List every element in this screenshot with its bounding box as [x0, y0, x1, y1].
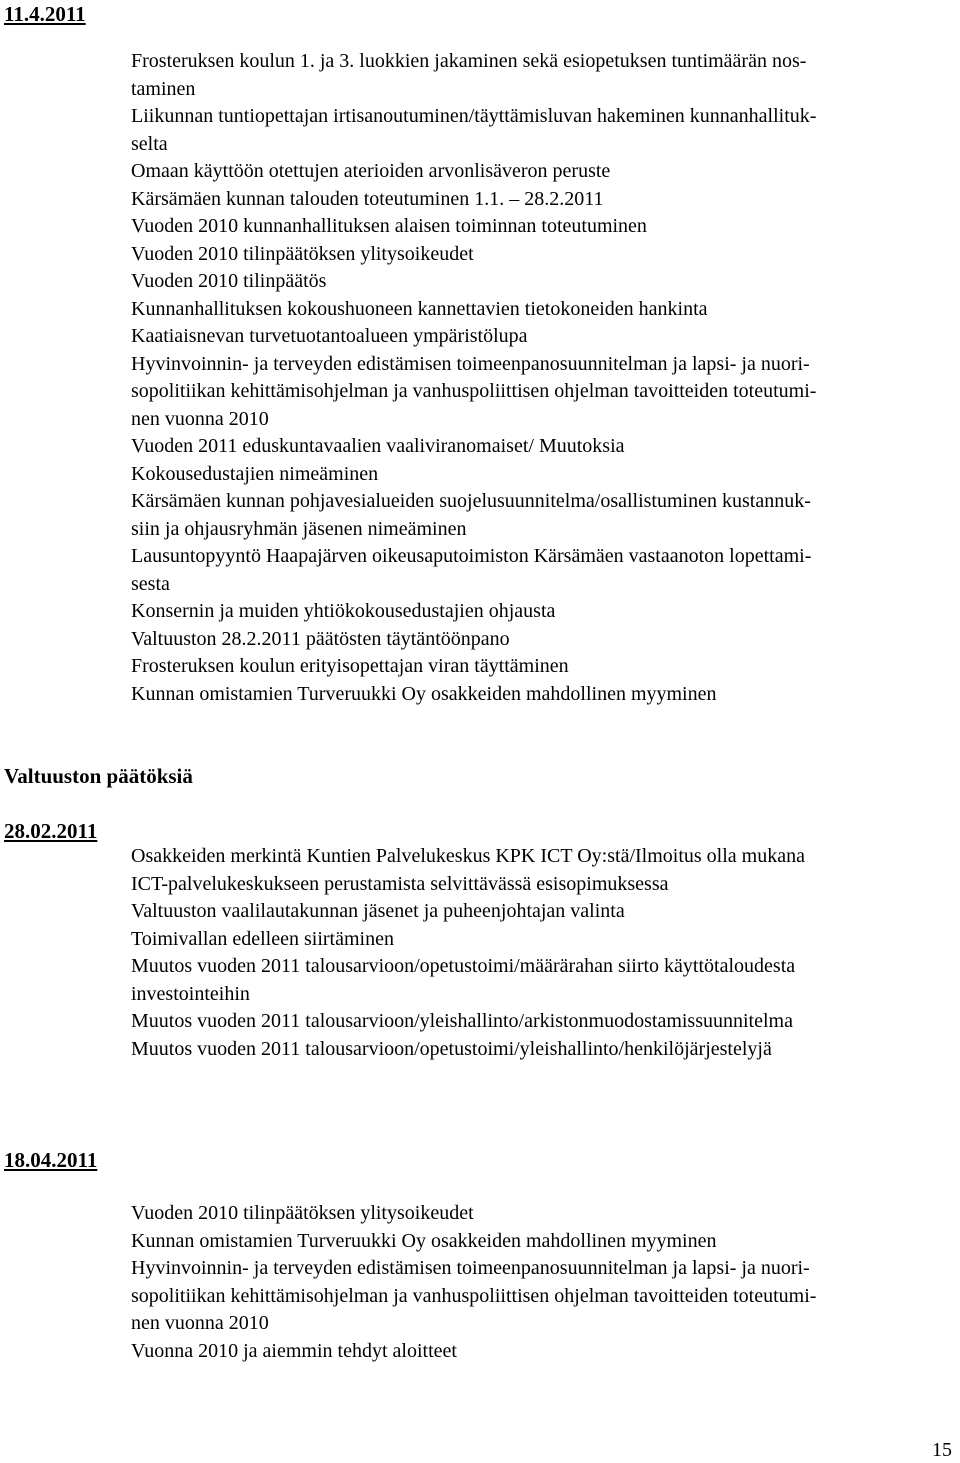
list-item: Omaan käyttöön otettujen aterioiden arvonlisäveron peruste — [131, 160, 611, 182]
list-item: siin ja ohjausryhmän jäsenen nimeäminen — [131, 517, 467, 540]
list-item: Vuonna 2010 ja aiemmin tehdyt aloitteet — [131, 1339, 457, 1362]
agenda-list-1 — [131, 48, 946, 708]
list-item: Hyvinvoinnin- ja terveyden edistämisen toimeenpanosuunnitelman ja lapsi- ja nuori- — [131, 1257, 810, 1279]
list-item: Muutos vuoden 2011 talousarvioon/yleishallinto/arkistonmuodostamissuunnitelma — [131, 1010, 793, 1032]
date-heading-1: 11.4.2011 — [4, 2, 86, 26]
list-item: Kaatiaisnevan turvetuotantoalueen ympäristölupa — [131, 325, 528, 347]
list-item: sopolitiikan kehittämisohjelman ja vanhuspoliittisen ohjelman tavoitteiden toteutumi- — [131, 1284, 817, 1307]
list-item: Vuoden 2011 eduskuntavaalien vaaliviranomaiset/ Muutoksia — [131, 435, 625, 457]
list-item: Kärsämäen kunnan talouden toteutuminen 1.1. – 28.2.2011 — [131, 187, 604, 210]
list-item: Konsernin ja muiden yhtiökokousedustajien ohjausta — [131, 600, 556, 622]
list-item: selta — [131, 132, 168, 155]
list-item: nen vuonna 2010 — [131, 1312, 269, 1334]
list-item: Kunnan omistamien Turveruukki Oy osakkeiden mahdollinen myyminen — [131, 682, 717, 705]
list-item: Kärsämäen kunnan pohjavesialueiden suojelusuunnitelma/osallistuminen kustannuk- — [131, 490, 811, 512]
date-heading-3: 18.04.2011 — [4, 1148, 98, 1172]
agenda-list-3 — [131, 1200, 946, 1365]
page-number: 15 — [932, 1439, 952, 1461]
list-item: Valtuuston 28.2.2011 päätösten täytäntöönpano — [131, 627, 510, 650]
list-item: nen vuonna 2010 — [131, 407, 269, 430]
list-item: Kunnan omistamien Turveruukki Oy osakkeiden mahdollinen myyminen — [131, 1229, 717, 1252]
list-item: ICT-palvelukeskukseen perustamista selvittävässä esisopimuksessa — [131, 872, 669, 895]
list-item: Lausuntopyyntö Haapajärven oikeusaputoimiston Kärsämäen vastaanoton lopettami- — [131, 545, 812, 567]
date-heading-2: 28.02.2011 — [4, 819, 98, 843]
list-item: Frosteruksen koulun 1. ja 3. luokkien jakaminen sekä esiopetuksen tuntimäärän nos- — [131, 50, 807, 72]
list-item: Vuoden 2010 tilinpäätöksen ylitysoikeudet — [131, 1202, 474, 1224]
list-item: Vuoden 2010 kunnanhallituksen alaisen toiminnan toteutuminen — [131, 215, 647, 237]
list-item: sopolitiikan kehittämisohjelman ja vanhuspoliittisen ohjelman tavoitteiden toteutumi- — [131, 380, 817, 402]
list-item: Kunnanhallituksen kokoushuoneen kannettavien tietokoneiden hankinta — [131, 297, 708, 320]
agenda-list-2 — [131, 843, 946, 1063]
list-item: Valtuuston vaalilautakunnan jäsenet ja puheenjohtajan valinta — [131, 900, 625, 922]
list-item: Frosteruksen koulun erityisopettajan viran täyttäminen — [131, 655, 569, 677]
list-item: Hyvinvoinnin- ja terveyden edistämisen toimeenpanosuunnitelman ja lapsi- ja nuori- — [131, 352, 810, 375]
list-item: Muutos vuoden 2011 talousarvioon/opetustoimi/määrärahan siirto käyttötaloudesta — [131, 955, 796, 977]
list-item: Toimivallan edelleen siirtäminen — [131, 927, 394, 950]
section-heading: Valtuuston päätöksiä — [4, 764, 193, 788]
list-item: Kokousedustajien nimeäminen — [131, 462, 379, 485]
list-item: Osakkeiden merkintä Kuntien Palvelukeskus KPK ICT Oy:stä/Ilmoitus olla mukana — [131, 845, 805, 867]
list-item: sesta — [131, 572, 170, 595]
list-item: Muutos vuoden 2011 talousarvioon/opetustoimi/yleishallinto/henkilöjärjestelyjä — [131, 1037, 772, 1060]
list-item: investointeihin — [131, 982, 250, 1005]
list-item: Vuoden 2010 tilinpäätöksen ylitysoikeudet — [131, 242, 474, 265]
list-item: Vuoden 2010 tilinpäätös — [131, 270, 327, 292]
list-item: Liikunnan tuntiopettajan irtisanoutuminen/täyttämisluvan hakeminen kunnanhallituk- — [131, 105, 817, 127]
list-item: taminen — [131, 77, 196, 100]
